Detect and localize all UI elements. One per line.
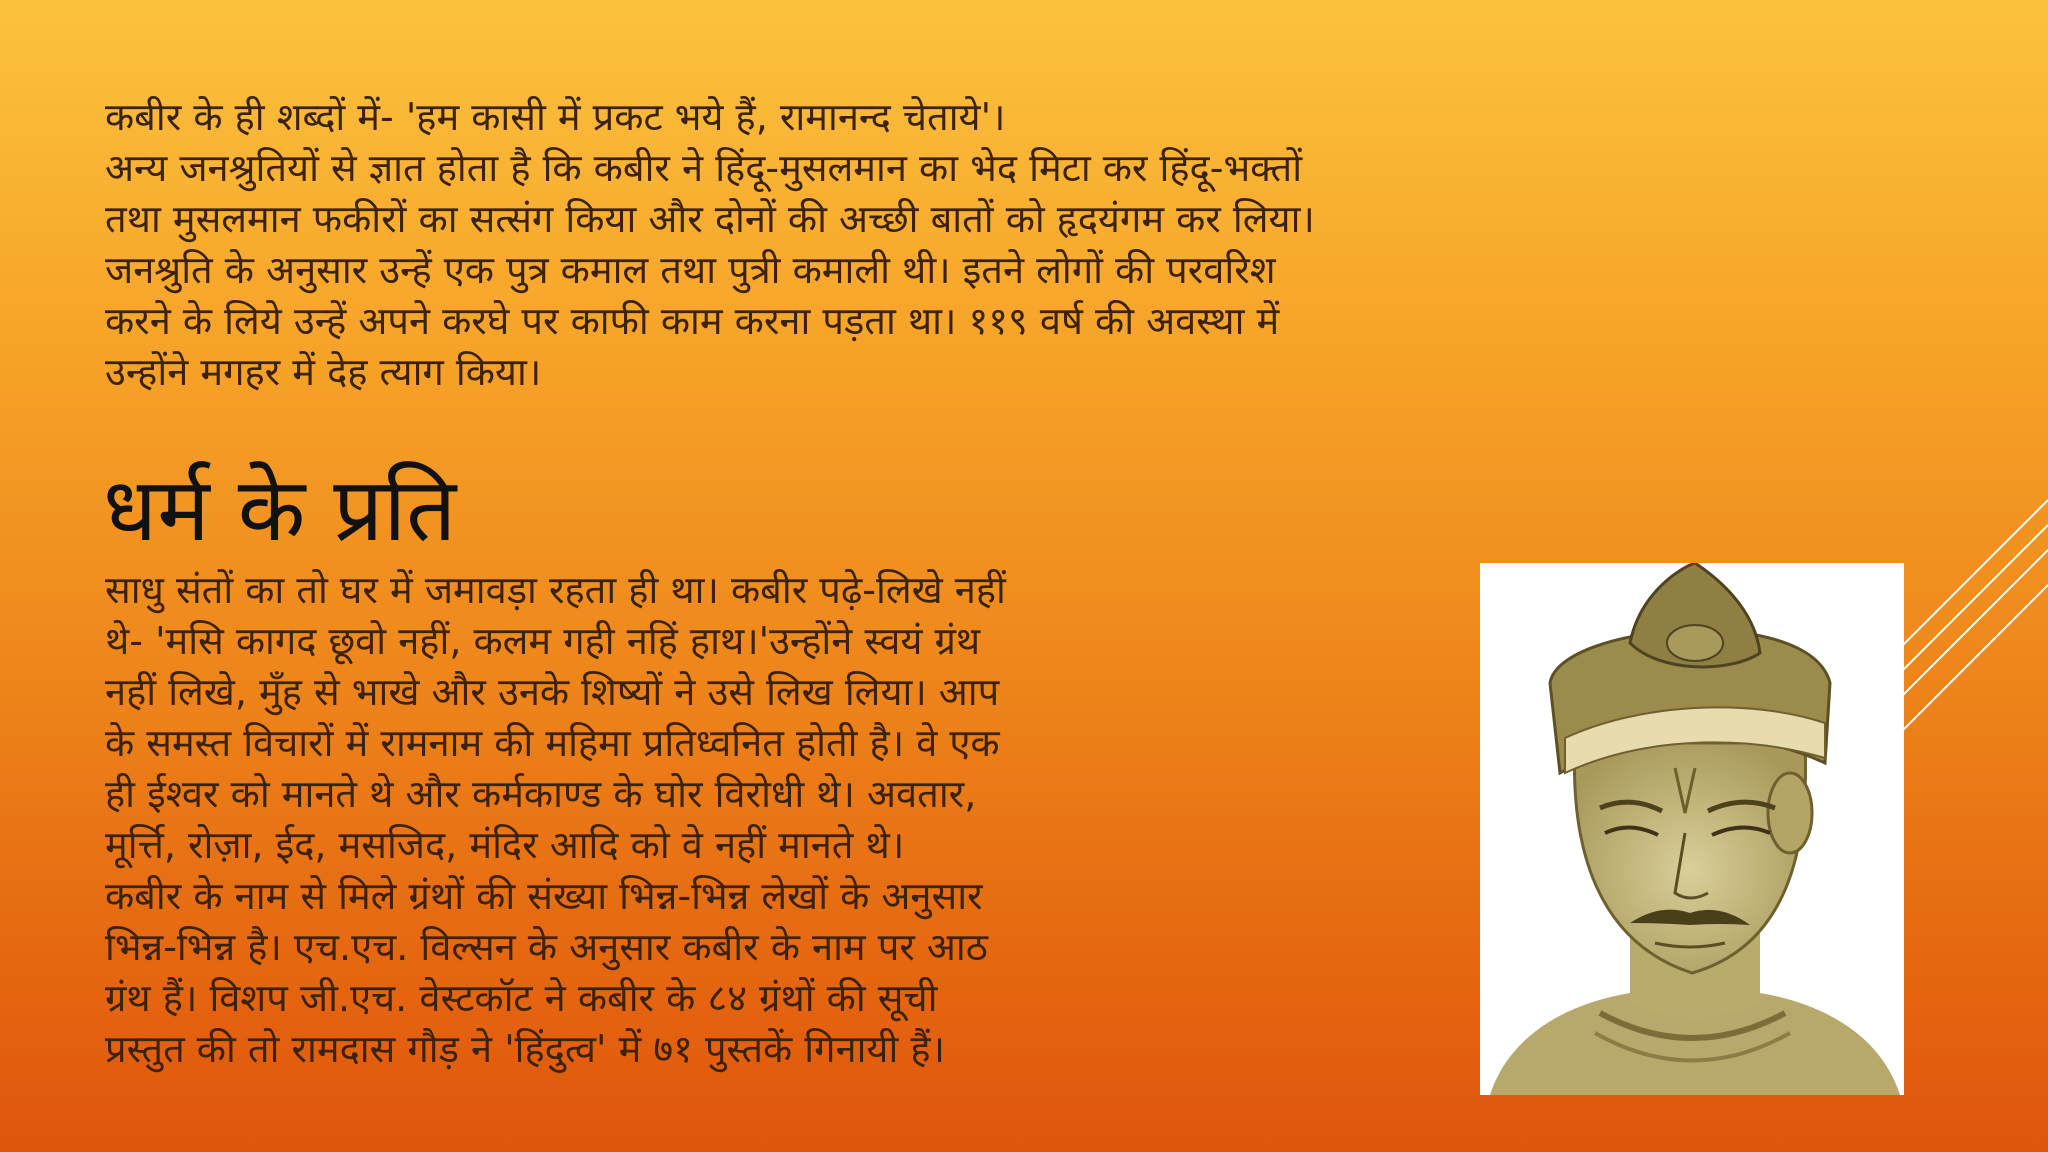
portrait-drawing — [1480, 563, 1904, 1095]
decorative-lines — [1888, 480, 2048, 780]
body-line: के समस्त विचारों में रामनाम की महिमा प्रतिध्वनित होती है। वे एक — [105, 721, 1000, 765]
intro-paragraph — [105, 92, 1315, 398]
intro-line: तथा मुसलमान फकीरों का सत्संग किया और दोनों की अच्छी बातों को हृदयंगम कर लिया। — [105, 197, 1315, 241]
intro-line: उन्होंने मगहर में देह त्याग किया। — [105, 350, 542, 394]
intro-line: अन्य जनश्रुतियों से ज्ञात होता है कि कबीर ने हिंदू-मुसलमान का भेद मिटा कर हिंदू-भक्तों — [105, 146, 1303, 190]
body-line: प्रस्तुत की तो रामदास गौड़ ने 'हिंदुत्व' में ७१ पुस्तकें गिनायी हैं। — [105, 1027, 945, 1071]
body-line: कबीर के नाम से मिले ग्रंथों की संख्या भिन्न-भिन्न लेखों के अनुसार — [105, 874, 983, 918]
intro-line: कबीर के ही शब्दों में- 'हम कासी में प्रकट भये हैं, रामानन्द चेताये'। — [105, 95, 1006, 139]
intro-line: जनश्रुति के अनुसार उन्हें एक पुत्र कमाल तथा पुत्री कमाली थी। इतने लोगों की परवरिश — [105, 248, 1276, 292]
body-line: साधु संतों का तो घर में जमावड़ा रहता ही था। कबीर पढ़े-लिखे नहीं — [105, 568, 1006, 612]
intro-line: करने के लिये उन्हें अपने करघे पर काफी काम करना पड़ता था। ११९ वर्ष की अवस्था में — [105, 299, 1280, 343]
section-heading: धर्म के प्रति — [103, 458, 457, 561]
body-line: थे- 'मसि कागद छूवो नहीं, कलम गही नहिं हाथ।'उन्होंने स्वयं ग्रंथ — [105, 619, 981, 663]
kabir-portrait-image — [1480, 563, 1904, 1095]
body-paragraph — [105, 565, 1006, 1075]
body-line: मूर्त्ति, रोज़ा, ईद, मसजिद, मंदिर आदि को वे नहीं मानते थे। — [105, 823, 905, 867]
body-line: नहीं लिखे, मुँह से भाखे और उनके शिष्यों ने उसे लिख लिया। आप — [105, 670, 1000, 714]
body-line: ही ईश्वर को मानते थे और कर्मकाण्ड के घोर विरोधी थे। अवतार, — [105, 772, 977, 816]
body-line: ग्रंथ हैं। विशप जी.एच. वेस्टकॉट ने कबीर के ८४ ग्रंथों की सूची — [105, 976, 938, 1020]
body-line: भिन्न-भिन्न है। एच.एच. विल्सन के अनुसार कबीर के नाम पर आठ — [105, 925, 988, 969]
